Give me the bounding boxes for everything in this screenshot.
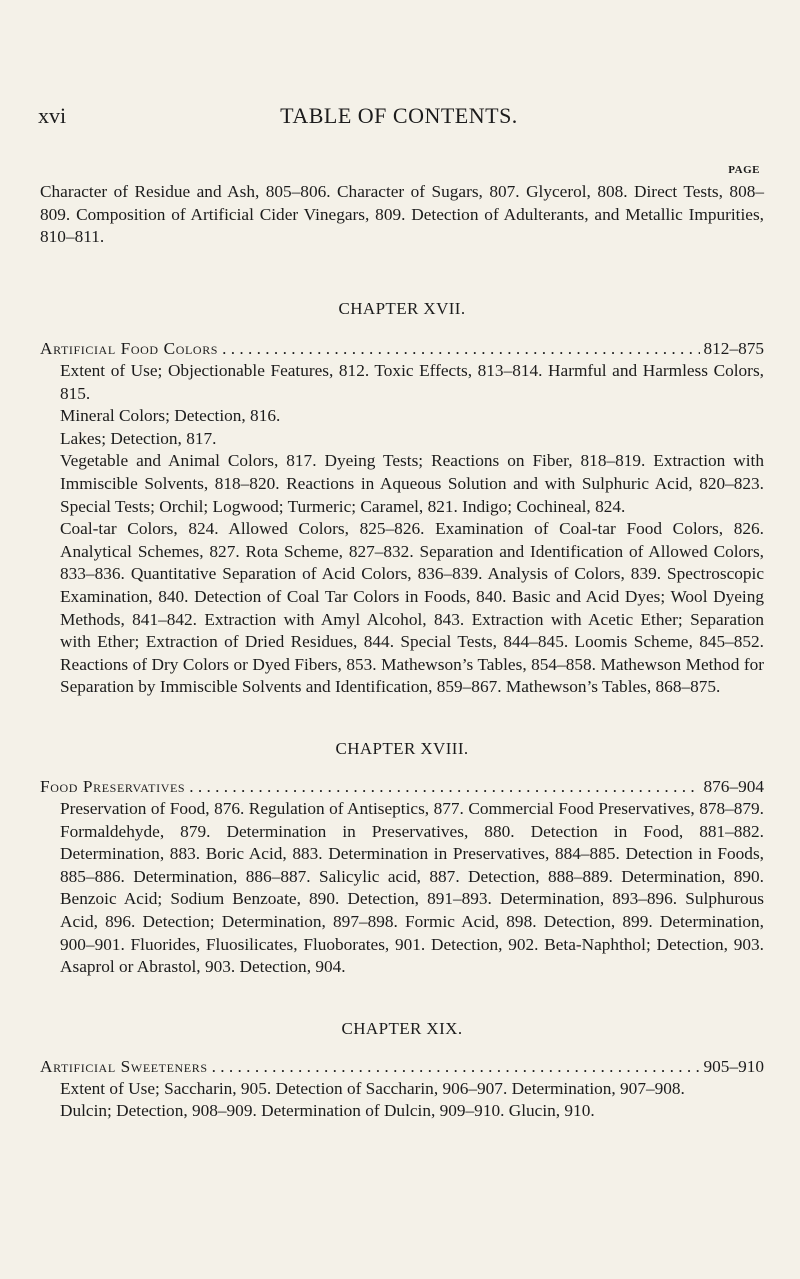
toc-entry-pages: 905–910	[703, 1056, 764, 1076]
chapter-heading: CHAPTER XIX.	[341, 1018, 463, 1038]
toc-entry[interactable]	[40, 337, 764, 360]
toc-body	[40, 181, 764, 1123]
contents-paragraph: Extent of Use; Objectionable Features, 812. Toxic Effects, 813–814. Harmful and Harmless Colors, 815.	[60, 361, 764, 403]
chapter-section	[40, 1019, 764, 1123]
dot-leader	[222, 337, 699, 360]
dot-leader	[189, 775, 699, 798]
chapter-contents	[40, 360, 764, 699]
chapter-section	[40, 739, 764, 979]
chapter-section	[40, 299, 764, 699]
contents-paragraph: Preservation of Food, 876. Regulation of Antiseptics, 877. Commercial Food Preservatives, 878–879. Formaldehyde, 879. Determination in Preservatives, 880. Detection in Food, 881–882. Determination, 883. Boric Acid, 883. Determination in Preservatives, 884–885. Detection in Foods, 885–886. Determination, 886–887. Salicylic acid, 887. Detection, 888–889. Determination, 890. Benzoic Acid; Sodium Benzoate, 890. Detection, 891–893. Determination, 893–896. Sulphurous Acid, 896. Detection; Determination, 897–898. Formic Acid, 898. Detection, 899. Determination, 900–901. Fluorides, Fluosilicates, Fluoborates, 901. Detection, 902. Beta-Naphthol; Detection, 903. Asaprol or Abrastol, 903. Detection, 904.	[60, 799, 764, 977]
contents-paragraph: Vegetable and Animal Colors, 817. Dyeing Tests; Reactions on Fiber, 818–819. Extraction with Immiscible Solvents, 818–820. Reactions in Aqueous Solution and with Sulphuric Acid, 820–823. Special Tests; Orchil; Logwood; Turmeric; Caramel, 821. Indigo; Cochineal, 824.	[60, 451, 764, 516]
chapter-contents	[40, 1078, 764, 1123]
toc-entry[interactable]	[40, 1055, 764, 1078]
toc-entry[interactable]	[40, 775, 764, 798]
running-title: TABLE OF CONTENTS.	[280, 103, 518, 128]
contents-paragraph: Extent of Use; Saccharin, 905. Detection of Saccharin, 906–907. Determination, 907–908.	[60, 1078, 685, 1098]
page-number: xvi	[38, 103, 67, 128]
toc-entry-pages: 812–875	[703, 339, 764, 359]
contents-paragraph: Dulcin; Detection, 908–909. Determination of Dulcin, 909–910. Glucin, 910.	[60, 1101, 595, 1121]
toc-entry-title: Artificial Food Colors	[40, 339, 219, 359]
continuation-paragraph: Character of Residue and Ash, 805–806. Character of Sugars, 807. Glycerol, 808. Direct Tests, 808–809. Composition of Artificial Cider Vinegars, 809. Detection of Adulterants, and Metallic Impurities, 810–811.	[40, 182, 764, 247]
chapter-contents	[40, 798, 764, 979]
toc-entry-pages: 876–904	[703, 777, 764, 797]
page-column-label: PAGE	[728, 164, 760, 176]
toc-entry-title: Food Preservatives	[40, 777, 186, 797]
chapter-heading: CHAPTER XVIII.	[335, 739, 469, 759]
running-header	[38, 103, 760, 133]
chapter-heading: CHAPTER XVII.	[338, 299, 466, 319]
contents-paragraph: Lakes; Detection, 817.	[60, 428, 217, 448]
contents-paragraph: Mineral Colors; Detection, 816.	[60, 406, 281, 426]
contents-paragraph: Coal-tar Colors, 824. Allowed Colors, 825–826. Examination of Coal-tar Food Colors, 826. Analytical Schemes, 827. Rota Scheme, 827–832. Separation and Identification of Allowed Colors, 833–836. Quantitative Separation of Acid Colors, 836–839. Analysis of Colors, 839. Spectroscopic Examination, 840. Detection of Coal Tar Colors in Foods, 840. Basic and Acid Dyes; Wool Dyeing Methods, 841–842. Extraction with Amyl Alcohol, 843. Extraction with Acetic Ether; Separation with Ether; Extraction of Dried Residues, 844. Special Tests, 844–845. Loomis Scheme, 845–852. Reactions of Dry Colors or Dyed Fibers, 853. Mathewson’s Tables, 854–858. Mathewson Method for Separation by Immiscible Solvents and Identification, 859–867. Mathewson’s Tables, 868–875.	[60, 519, 764, 697]
toc-entry-title: Artificial Sweeteners	[40, 1056, 208, 1076]
dot-leader	[212, 1055, 700, 1078]
